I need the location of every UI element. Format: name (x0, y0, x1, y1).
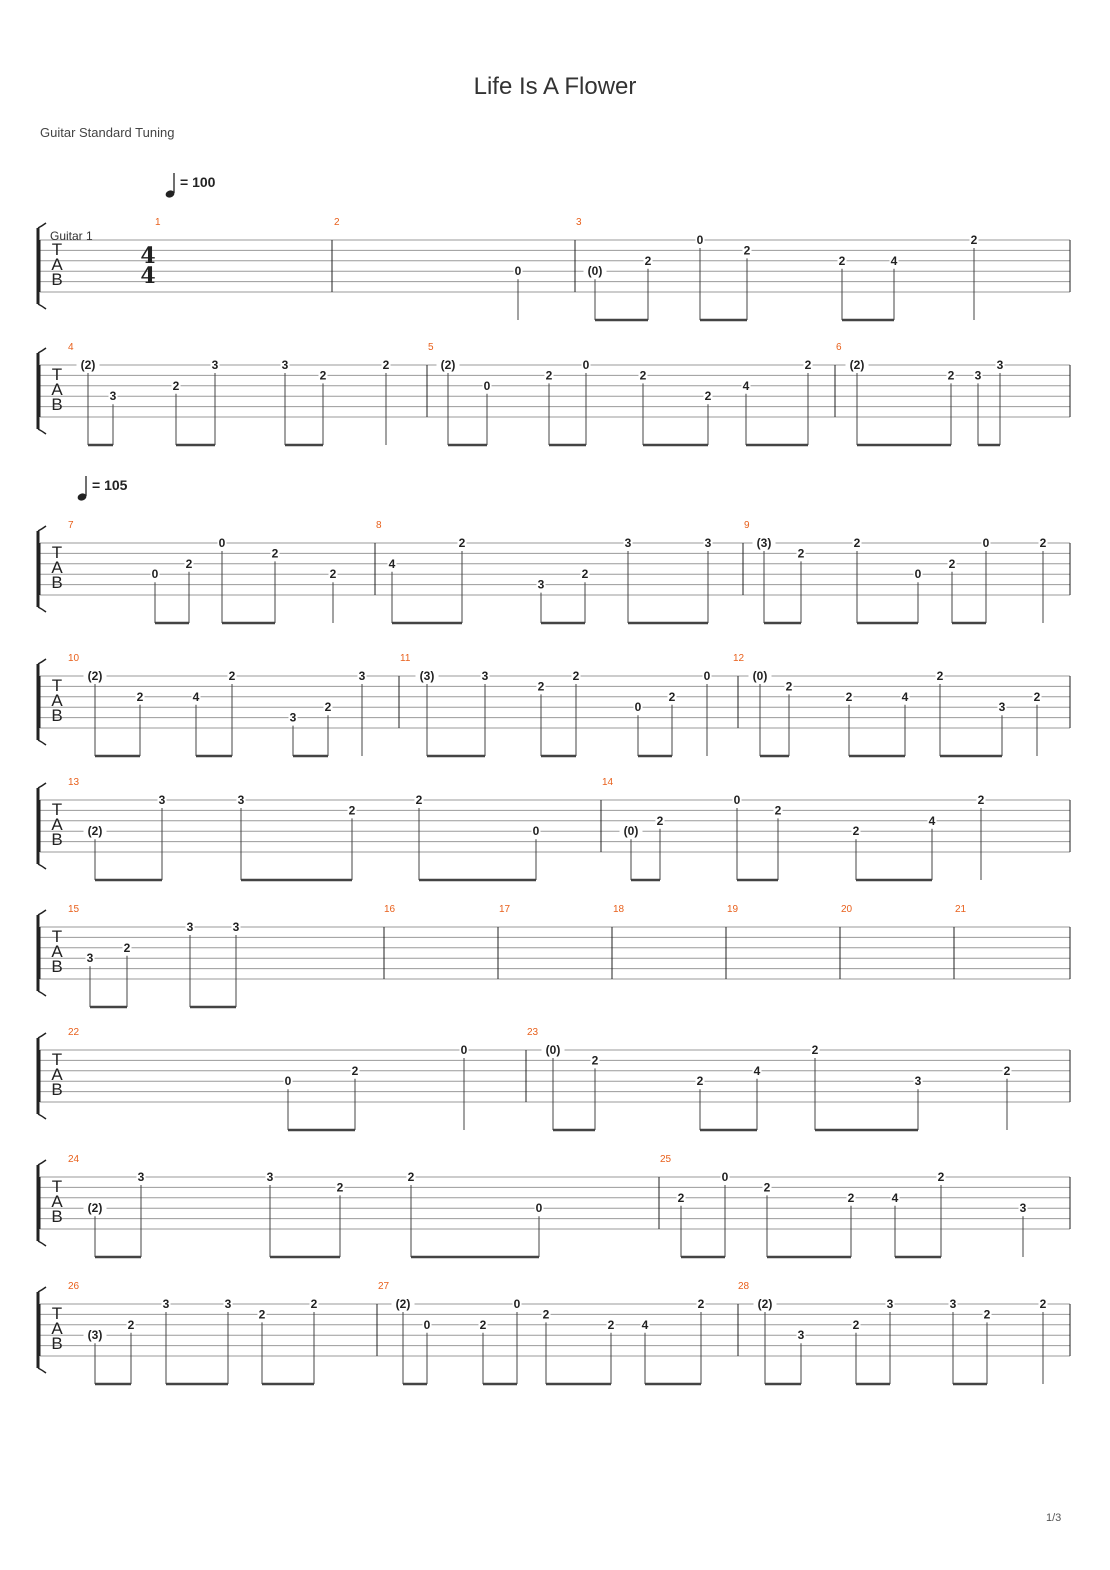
measure-number: 26 (68, 1281, 80, 1292)
fret-number: 0 (733, 793, 741, 807)
fret-number: 3 (996, 358, 1004, 372)
tab-clef-letter: B (51, 270, 63, 289)
measure-number: 21 (955, 904, 967, 915)
fret-number: 0 (535, 1201, 543, 1216)
measure-number: 8 (376, 520, 382, 531)
tab-clef-letter: A (51, 691, 63, 710)
system-bracket-top (38, 348, 46, 353)
measure-number: 7 (68, 520, 74, 531)
fret-number: (2) (87, 824, 103, 839)
tab-clef-letter: B (51, 395, 63, 414)
fret-number: 2 (537, 679, 545, 694)
system-bracket-bottom (38, 740, 46, 745)
fret-number: 4 (641, 1317, 649, 1332)
measure-number: 5 (428, 342, 434, 353)
measure-number: 19 (727, 904, 739, 915)
fret-number: 2 (1033, 689, 1041, 704)
fret-number: 2 (936, 669, 944, 683)
tab-clef-letter: T (51, 800, 63, 819)
fret-number: 2 (677, 1190, 685, 1205)
time-signature-top: 4 (140, 243, 156, 269)
fret-number: 2 (656, 813, 664, 828)
tab-clef-letter: B (51, 573, 63, 592)
tab-clef-letter: A (51, 942, 63, 961)
fret-number: 0 (460, 1043, 468, 1057)
fret-number: 3 (914, 1074, 922, 1089)
system-bracket-top (38, 223, 46, 228)
fret-number: 2 (763, 1180, 771, 1195)
fret-number: 2 (336, 1180, 344, 1195)
fret-number: 3 (289, 710, 297, 725)
fret-number: 2 (852, 1317, 860, 1332)
measure-number: 1 (155, 217, 161, 228)
fret-number: 2 (479, 1317, 487, 1332)
tab-clef-letter: A (51, 380, 63, 399)
fret-number: 4 (890, 253, 898, 268)
fret-number: 2 (458, 536, 466, 550)
fret-number: 2 (696, 1074, 704, 1089)
fret-number: 2 (668, 689, 676, 704)
fret-number: 2 (136, 689, 144, 704)
fret-number: 2 (847, 1190, 855, 1205)
fret-number: 3 (158, 793, 166, 807)
fret-number: (0) (587, 264, 603, 279)
measure-number: 20 (841, 904, 853, 915)
measure-number: 23 (527, 1027, 539, 1038)
fret-number: 3 (624, 536, 632, 550)
fret-number: 4 (928, 813, 936, 828)
fret-number: 2 (948, 556, 956, 571)
system-bracket-top (38, 1160, 46, 1165)
tab-clef-letter: B (51, 1080, 63, 1099)
fret-number: (2) (80, 358, 96, 372)
system-bracket-top (38, 910, 46, 915)
fret-number: 0 (514, 264, 522, 279)
tab-clef-letter: T (51, 543, 63, 562)
tab-clef-letter: A (51, 558, 63, 577)
measure-number: 22 (68, 1027, 80, 1038)
instrument-label: Guitar 1 (50, 229, 93, 243)
tempo-marking: = 100 (180, 174, 216, 190)
fret-number: 2 (542, 1307, 550, 1322)
page-number: 1/3 (1046, 1512, 1062, 1524)
fret-number: 2 (127, 1317, 135, 1332)
fret-number: 2 (351, 1063, 359, 1078)
fret-number: 2 (591, 1053, 599, 1068)
system-bracket-bottom (38, 991, 46, 996)
fret-number: 3 (211, 358, 219, 372)
measure-number: 2 (334, 217, 340, 228)
fret-number: (2) (395, 1297, 411, 1311)
fret-number: (0) (623, 824, 639, 839)
fret-number: 4 (388, 556, 396, 571)
fret-number: 0 (151, 567, 159, 582)
system-bracket-top (38, 1033, 46, 1038)
measure-number: 14 (602, 777, 614, 788)
fret-number: 2 (797, 546, 805, 561)
fret-number: 2 (1039, 1297, 1047, 1311)
measure-number: 15 (68, 904, 80, 915)
fret-number: 2 (852, 824, 860, 839)
tab-clef-letter: T (51, 676, 63, 695)
fret-number: 3 (281, 358, 289, 372)
fret-number: 2 (697, 1297, 705, 1311)
fret-number: 2 (983, 1307, 991, 1322)
fret-number: 2 (743, 243, 751, 258)
fret-number: 2 (123, 940, 131, 955)
system-bracket-bottom (38, 607, 46, 612)
fret-number: 2 (324, 700, 332, 715)
measure-number: 11 (400, 653, 411, 664)
fret-number: 0 (423, 1317, 431, 1332)
fret-number: 3 (224, 1297, 232, 1311)
fret-number: 2 (811, 1043, 819, 1057)
fret-number: 2 (937, 1170, 945, 1184)
fret-number: 4 (891, 1190, 899, 1205)
tempo-marking: = 105 (92, 477, 128, 493)
measure-number: 28 (738, 1281, 750, 1292)
measure-number: 9 (744, 520, 750, 531)
measure-number: 16 (384, 904, 396, 915)
fret-number: 2 (271, 546, 279, 561)
fret-number: (2) (849, 358, 865, 372)
fret-number: 2 (228, 669, 236, 683)
fret-number: 0 (721, 1170, 729, 1184)
fret-number: 3 (1019, 1201, 1027, 1216)
fret-number: 2 (639, 368, 647, 383)
fret-number: 3 (237, 793, 245, 807)
system-bracket-bottom (38, 1114, 46, 1119)
fret-number: 0 (914, 567, 922, 582)
measure-number: 27 (378, 1281, 390, 1292)
tab-clef-letter: B (51, 830, 63, 849)
fret-number: 3 (949, 1297, 957, 1311)
fret-number: 3 (974, 368, 982, 383)
fret-number: (0) (752, 669, 768, 683)
fret-number: 3 (109, 389, 117, 404)
fret-number: 2 (845, 689, 853, 704)
fret-number: 2 (607, 1317, 615, 1332)
fret-number: 3 (481, 669, 489, 683)
fret-number: 4 (901, 689, 909, 704)
fret-number: (3) (756, 536, 772, 550)
tab-clef-letter: A (51, 1192, 63, 1211)
tab-clef-letter: T (51, 1050, 63, 1069)
song-title: Life Is A Flower (473, 73, 637, 100)
fret-number: 0 (696, 233, 704, 247)
fret-number: 2 (947, 368, 955, 383)
measure-number: 18 (613, 904, 625, 915)
fret-number: 2 (977, 793, 985, 807)
fret-number: 0 (582, 358, 590, 372)
fret-number: 2 (704, 389, 712, 404)
measure-number: 12 (733, 653, 745, 664)
fret-number: 0 (284, 1074, 292, 1089)
measure-number: 24 (68, 1154, 80, 1165)
fret-number: 2 (1039, 536, 1047, 550)
measure-number: 17 (499, 904, 511, 915)
fret-number: 3 (358, 669, 366, 683)
fret-number: 2 (572, 669, 580, 683)
fret-number: 3 (232, 920, 240, 934)
system-bracket-top (38, 1287, 46, 1292)
fret-number: 3 (704, 536, 712, 550)
fret-number: 0 (532, 824, 540, 839)
fret-number: 3 (137, 1170, 145, 1184)
fret-number: 2 (644, 253, 652, 268)
tab-clef-letter: B (51, 1207, 63, 1226)
fret-number: 2 (774, 803, 782, 818)
fret-number: 2 (185, 556, 193, 571)
system-bracket-top (38, 526, 46, 531)
tuning-label: Guitar Standard Tuning (40, 125, 175, 140)
fret-number: 0 (513, 1297, 521, 1311)
fret-number: (2) (87, 1201, 103, 1216)
tab-clef-letter: T (51, 1304, 63, 1323)
fret-number: 2 (382, 358, 390, 372)
fret-number: 3 (886, 1297, 894, 1311)
fret-number: 2 (329, 567, 337, 582)
fret-number: 0 (982, 536, 990, 550)
tab-clef-letter: T (51, 927, 63, 946)
fret-number: 3 (86, 951, 94, 966)
system-bracket-bottom (38, 429, 46, 434)
fret-number: 0 (634, 700, 642, 715)
measure-number: 25 (660, 1154, 672, 1165)
fret-number: 3 (998, 700, 1006, 715)
fret-number: 2 (581, 567, 589, 582)
measure-number: 13 (68, 777, 80, 788)
fret-number: 4 (753, 1063, 761, 1078)
tab-clef-letter: B (51, 957, 63, 976)
system-bracket-bottom (38, 864, 46, 869)
fret-number: 3 (162, 1297, 170, 1311)
fret-number: 2 (838, 253, 846, 268)
measure-number: 10 (68, 653, 80, 664)
fret-number: 2 (310, 1297, 318, 1311)
system-bracket-top (38, 659, 46, 664)
fret-number: (2) (757, 1297, 773, 1311)
fret-number: 2 (970, 233, 978, 247)
fret-number: 2 (407, 1170, 415, 1184)
system-bracket-bottom (38, 304, 46, 309)
tab-clef-letter: T (51, 365, 63, 384)
tab-clef-letter: A (51, 1065, 63, 1084)
fret-number: 0 (703, 669, 711, 683)
tab-clef-letter: A (51, 255, 63, 274)
fret-number: 2 (415, 793, 423, 807)
fret-number: 2 (853, 536, 861, 550)
fret-number: (0) (545, 1043, 561, 1057)
fret-number: 3 (537, 577, 545, 592)
measure-number: 4 (68, 342, 74, 353)
tab-clef-letter: A (51, 1319, 63, 1338)
fret-number: 0 (483, 378, 491, 393)
tab-clef-letter: T (51, 1177, 63, 1196)
tab-clef-letter: T (51, 240, 63, 259)
fret-number: 0 (218, 536, 226, 550)
fret-number: 2 (172, 378, 180, 393)
time-signature-bottom: 4 (140, 263, 156, 289)
fret-number: (3) (87, 1328, 103, 1343)
fret-number: 2 (545, 368, 553, 383)
fret-number: 2 (258, 1307, 266, 1322)
system-bracket-bottom (38, 1368, 46, 1373)
measure-number: 6 (836, 342, 842, 353)
fret-number: (2) (440, 358, 456, 372)
fret-number: 3 (266, 1170, 274, 1184)
measure-number: 3 (576, 217, 582, 228)
fret-number: 2 (785, 679, 793, 694)
tab-clef-letter: B (51, 706, 63, 725)
fret-number: 2 (804, 358, 812, 372)
tab-clef-letter: A (51, 815, 63, 834)
system-bracket-top (38, 783, 46, 788)
fret-number: 4 (192, 689, 200, 704)
fret-number: 4 (742, 378, 750, 393)
fret-number: (2) (87, 669, 103, 683)
fret-number: 3 (797, 1328, 805, 1343)
fret-number: 3 (186, 920, 194, 934)
fret-number: (3) (419, 669, 435, 683)
fret-number: 2 (1003, 1063, 1011, 1078)
tab-clef-letter: B (51, 1334, 63, 1353)
fret-number: 2 (348, 803, 356, 818)
system-bracket-bottom (38, 1241, 46, 1246)
fret-number: 2 (319, 368, 327, 383)
